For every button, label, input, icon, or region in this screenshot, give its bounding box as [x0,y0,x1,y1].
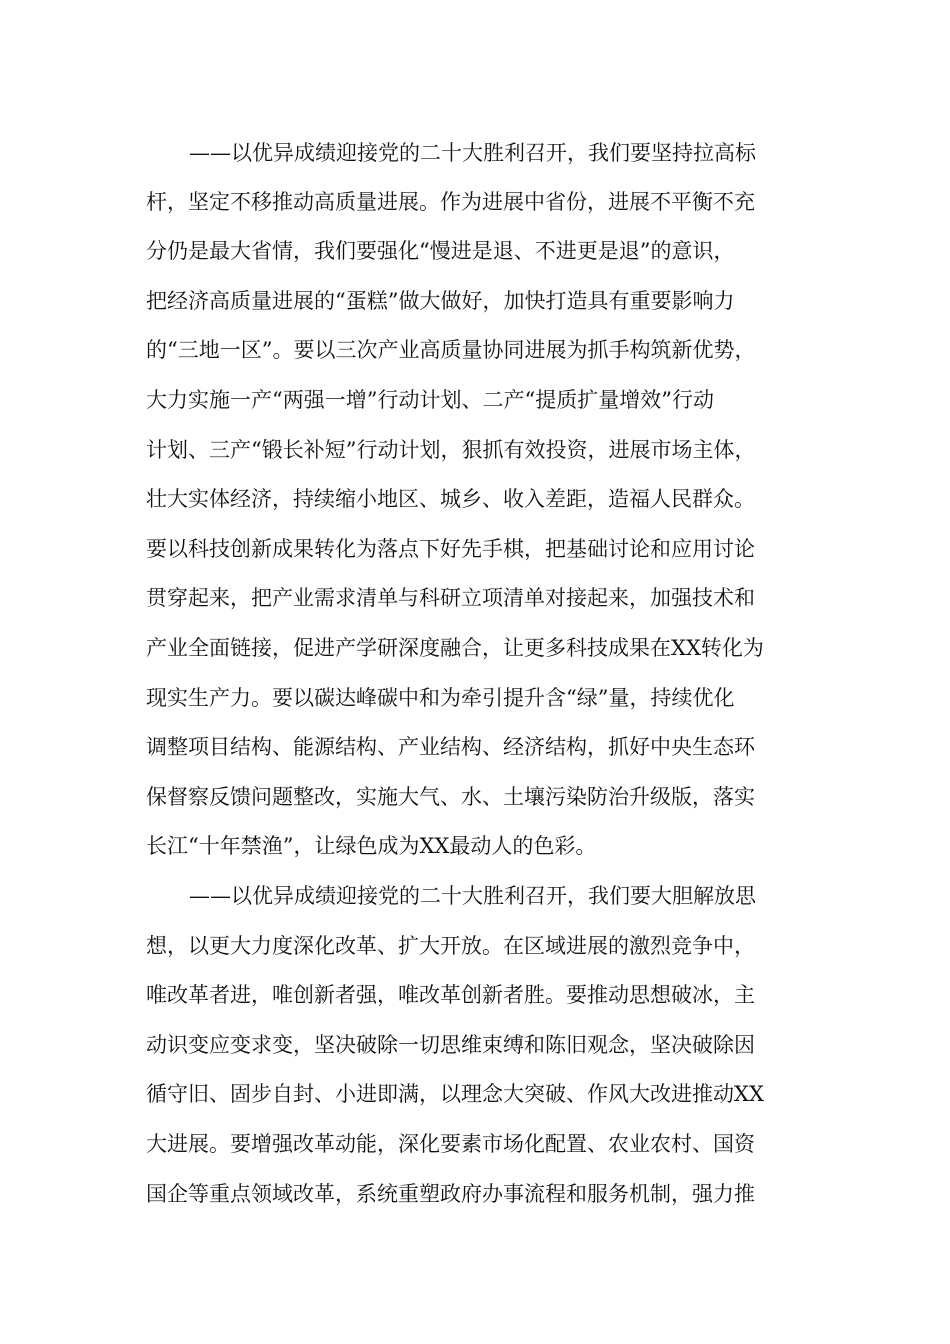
paragraph-1-line-2: 杆，坚定不移推动高质量进展。作为进展中省份，进展不平衡不充 [146,190,755,214]
paragraph-1-line-8: 壮大实体经济，持续缩小地区、城乡、收入差距，造福人民群众。 [146,487,755,511]
paragraph-1-line-9: 要以科技创新成果转化为落点下好先手棋，把基础讨论和应用讨论 [146,537,755,561]
paragraph-2-line-3: 唯改革者进，唯创新者强，唯改革创新者胜。要推动思想破冰，主 [146,983,755,1007]
paragraph-2-line-4: 动识变应变求变，坚决破除一切思维束缚和陈旧观念，坚决破除因 [146,1033,755,1057]
paragraph-1-line-13: 调整项目结构、能源结构、产业结构、经济结构，抓好中央生态环 [146,735,755,759]
paragraph-1-line-5: 的“三地一区”。要以三次产业高质量协同进展为抓手构筑新优势， [146,338,756,362]
paragraph-2-line-2: 想，以更大力度深化改革、扩大开放。在区域进展的激烈竞争中， [146,934,755,958]
paragraph-1-line-6: 大力实施一产“两强一增”行动计划、二产“提质扩量增效”行动 [146,388,714,412]
paragraph-1-line-12: 现实生产力。要以碳达峰碳中和为牵引提升含“绿”量，持续优化 [146,686,735,710]
paragraph-2-line-5: 循守旧、固步自封、小进即满，以理念大突破、作风大改进推动XX [146,1082,764,1106]
paragraph-1-line-7: 计划、三产“锻长补短”行动计划，狠抓有效投资，进展市场主体， [146,438,756,462]
paragraph-2-line-6: 大进展。要增强改革动能，深化要素市场化配置、农业农村、国资 [146,1132,755,1156]
paragraph-1-line-1: ——以优异成绩迎接党的二十大胜利召开，我们要坚持拉高标 [189,141,756,165]
paragraph-2-line-1: ——以优异成绩迎接党的二十大胜利召开，我们要大胆解放思 [189,884,756,908]
paragraph-1-line-14: 保督察反馈问题整改，实施大气、水、土壤污染防治升级版，落实 [146,785,755,809]
paragraph-1-line-4: 把经济高质量进展的“蛋糕”做大做好，加快打造具有重要影响力 [146,289,735,313]
paragraph-1-line-11: 产业全面链接，促进产学研深度融合，让更多科技成果在XX转化为 [146,636,764,660]
paragraph-1-line-3: 分仍是最大省情，我们要强化“慢进是退、不进更是退”的意识， [146,239,735,263]
paragraph-1-line-15: 长江“十年禁渔”，让绿色成为XX最动人的色彩。 [146,834,597,858]
paragraph-1-line-10: 贯穿起来，把产业需求清单与科研立项清单对接起来，加强技术和 [146,586,755,610]
paragraph-2-line-7: 国企等重点领域改革，系统重塑政府办事流程和服务机制，强力推 [146,1182,755,1206]
